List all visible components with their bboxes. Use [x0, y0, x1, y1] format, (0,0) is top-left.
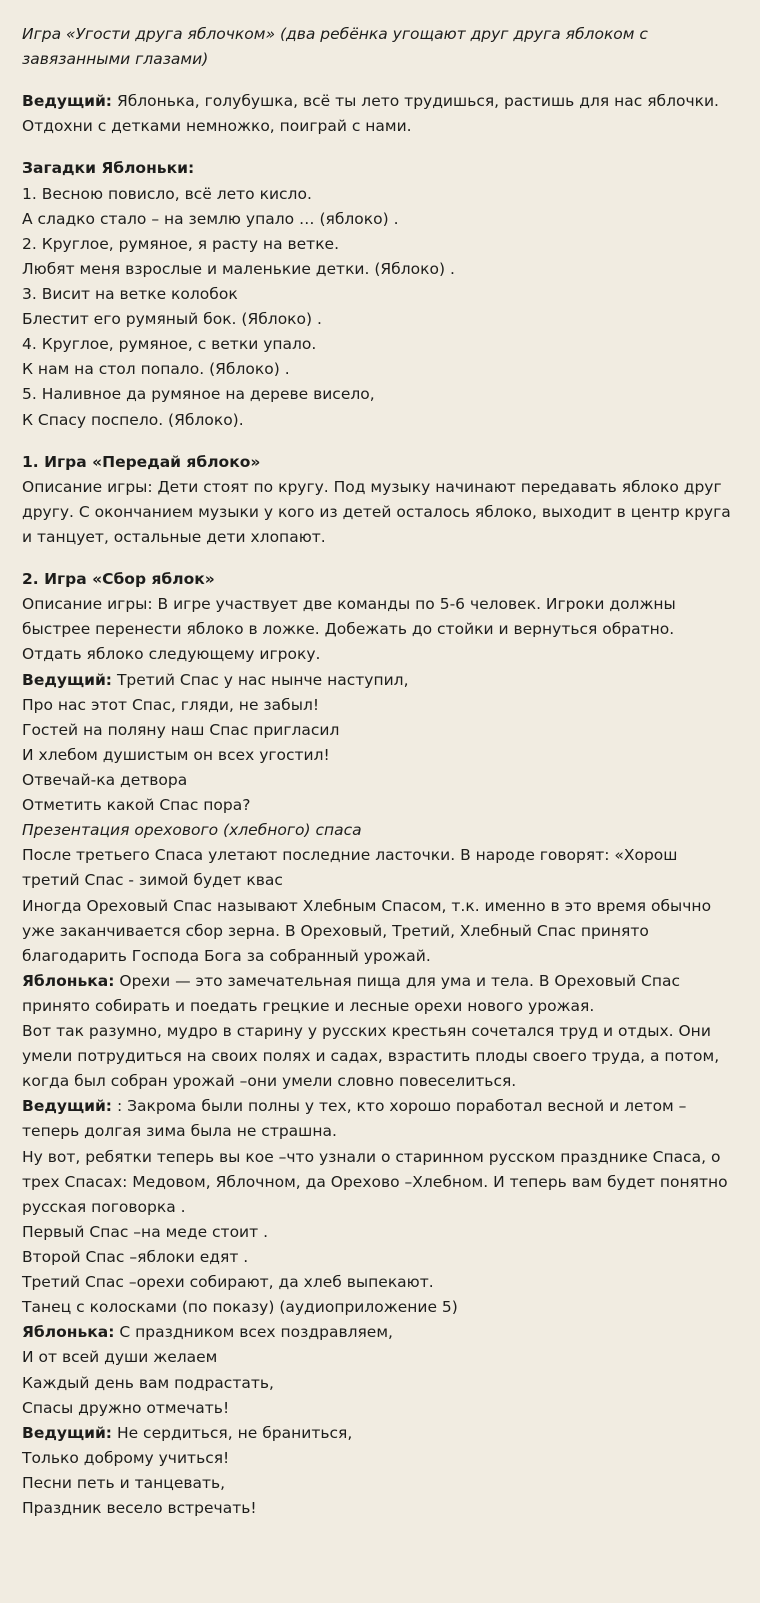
riddles-section-line-3: [22, 232, 738, 257]
game-2-section-line-3: [22, 693, 738, 718]
body-text: Описание игры: В игре участвует две команды по 5-6 человек. Игроки должны быстрее перенести яблоко в ложке. Добежать до стойки и вернуться обратно. Отдать яблоко следующему игроку.: [22, 595, 676, 664]
game-2-section-line-13: [22, 1094, 738, 1144]
game-2-section-line-0: [22, 567, 738, 592]
riddles-section-line-6: [22, 307, 738, 332]
riddles-section: [22, 156, 738, 432]
body-text: Песни петь и танцевать,: [22, 1474, 226, 1493]
game-2-section-line-16: [22, 1245, 738, 1270]
game-1-section-line-1: [22, 475, 738, 550]
paragraph-spacer: [22, 550, 738, 567]
speaker-label: Ведущий:: [22, 1423, 113, 1442]
game-2-section-line-23: [22, 1421, 738, 1446]
speaker-label: Ведущий:: [22, 1097, 113, 1116]
body-text: Гостей на поляну наш Спас пригласил: [22, 720, 340, 739]
game-2-section-line-17: [22, 1270, 738, 1295]
body-text: Отметить какой Спас пора?: [22, 796, 251, 815]
speaker-label: 2. Игра «Сбор яблок»: [22, 570, 215, 589]
game-2-section-line-12: [22, 1019, 738, 1094]
riddles-section-line-9: [22, 382, 738, 407]
body-text: Иногда Ореховый Спас называют Хлебным Спасом, т.к. именно в это время обычно уже заканчивается сбор зерна. В Ореховый, Третий, Хлебный Спас принято благодарить Господа Бога за собранный урожай.: [22, 896, 712, 965]
riddles-section-line-7: [22, 332, 738, 357]
paragraph-spacer: [22, 433, 738, 450]
body-text: Отвечай-ка детвора: [22, 770, 188, 789]
game-intro-title: [22, 22, 738, 72]
game-2-section-line-15: [22, 1220, 738, 1245]
game-2-section-line-6: [22, 768, 738, 793]
body-text: Первый Спас –на меде стоит .: [22, 1222, 269, 1241]
body-text: И хлебом душистым он всех угостил!: [22, 745, 330, 764]
game-2-section-line-14: [22, 1145, 738, 1220]
game-2-section-line-25: [22, 1471, 738, 1496]
body-text: 4. Круглое, румяное, с ветки упало.: [22, 335, 317, 354]
paragraph-spacer: [22, 139, 738, 156]
body-text: К нам на стол попало. (Яблоко) .: [22, 360, 290, 379]
body-text: Третий Спас –орехи собирают, да хлеб выпекают.: [22, 1273, 434, 1292]
game-1-section: [22, 450, 738, 550]
speaker-label: Яблонька:: [22, 1323, 115, 1342]
italic-text: Игра «Угости друга яблочком» (два ребёнка угощают друг друга яблоком с завязанными глазами): [22, 25, 648, 69]
game-2-section-line-10: [22, 894, 738, 969]
speaker-label: Ведущий:: [22, 670, 113, 689]
riddles-section-line-4: [22, 257, 738, 282]
body-text: 3. Висит на ветке колобок: [22, 284, 238, 303]
body-text: Второй Спас –яблоки едят .: [22, 1248, 249, 1267]
body-text: Про нас этот Спас, гляди, не забыл!: [22, 695, 320, 714]
speaker-label: 1. Игра «Передай яблоко»: [22, 452, 261, 471]
game-2-section-line-4: [22, 718, 738, 743]
body-text: Третий Спас у нас нынче наступил,: [112, 670, 409, 689]
riddles-section-line-5: [22, 282, 738, 307]
game-2-section-line-8: [22, 818, 738, 843]
game-2-section: [22, 567, 738, 1521]
speaker-label: Яблонька:: [22, 971, 115, 990]
host-speech-1: [22, 89, 738, 139]
body-text: С праздником всех поздравляем,: [114, 1323, 393, 1342]
game-2-section-line-20: [22, 1345, 738, 1370]
body-text: После третьего Спаса улетают последние ласточки. В народе говорят: «Хорош третий Спас - зимой будет квас: [22, 846, 678, 890]
game-2-section-line-24: [22, 1446, 738, 1471]
body-text: Танец с колосками (по показу) (аудиоприложение 5): [22, 1298, 458, 1317]
riddles-section-line-8: [22, 357, 738, 382]
game-2-section-line-7: [22, 793, 738, 818]
game-2-section-line-19: [22, 1320, 738, 1345]
body-text: : Закрома были полны у тех, кто хорошо поработал весной и летом – теперь долгая зима была не страшна.: [22, 1097, 687, 1141]
body-text: Спасы дружно отмечать!: [22, 1398, 230, 1417]
body-text: А сладко стало – на землю упало … (яблоко) .: [22, 209, 399, 228]
game-2-section-line-22: [22, 1396, 738, 1421]
body-text: Яблонька, голубушка, всё ты лето трудишься, растишь для нас яблочки. Отдохни с детками немножко, поиграй с нами.: [22, 92, 719, 136]
riddles-section-line-10: [22, 408, 738, 433]
body-text: Только доброму учиться!: [22, 1448, 230, 1467]
game-2-section-line-18: [22, 1295, 738, 1320]
body-text: Вот так разумно, мудро в старину у русских крестьян сочетался труд и отдых. Они умели потрудиться на своих полях и садах, взрастить плоды своего труда, а потом, когда был собран урожай –они умели словно повеселиться.: [22, 1022, 720, 1091]
body-text: Праздник весело встречать!: [22, 1499, 257, 1518]
game-2-section-line-9: [22, 843, 738, 893]
riddles-section-line-0: [22, 156, 738, 181]
body-text: Презентация орехового (хлебного) спаса: [22, 821, 362, 840]
body-text: Каждый день вам подрастать,: [22, 1373, 274, 1392]
body-text: 5. Наливное да румяное на дереве висело,: [22, 385, 375, 404]
paragraph-spacer: [22, 72, 738, 89]
game-intro-title-line-0: [22, 22, 738, 72]
speaker-label: Загадки Яблоньки:: [22, 159, 195, 178]
host-speech-1-line-0: [22, 89, 738, 139]
game-2-section-line-5: [22, 743, 738, 768]
riddles-section-line-1: [22, 182, 738, 207]
body-text: 1. Весною повисло, всё лето кисло.: [22, 184, 312, 203]
body-text: Орехи — это замечательная пища для ума и тела. В Ореховый Спас принято собирать и поедать грецкие и лесные орехи нового урожая.: [22, 971, 680, 1015]
body-text: И от всей души желаем: [22, 1348, 218, 1367]
body-text: К Спасу поспело. (Яблоко).: [22, 410, 244, 429]
game-2-section-line-26: [22, 1496, 738, 1521]
body-text: Блестит его румяный бок. (Яблоко) .: [22, 310, 322, 329]
game-2-section-line-1: [22, 592, 738, 667]
game-2-section-line-21: [22, 1371, 738, 1396]
game-1-section-line-0: [22, 450, 738, 475]
game-2-section-line-11: [22, 969, 738, 1019]
body-text: Не сердиться, не браниться,: [112, 1423, 353, 1442]
body-text: Любят меня взрослые и маленькие детки. (Яблоко) .: [22, 259, 455, 278]
body-text: 2. Круглое, румяное, я расту на ветке.: [22, 234, 340, 253]
body-text: Описание игры: Дети стоят по кругу. Под музыку начинают передавать яблоко друг другу. С окончанием музыки у кого из детей осталось яблоко, выходит в центр круга и танцует, остальные дети хлопают.: [22, 477, 731, 546]
speaker-label: Ведущий:: [22, 92, 113, 111]
game-2-section-line-2: [22, 668, 738, 693]
riddles-section-line-2: [22, 207, 738, 232]
body-text: Ну вот, ребятки теперь вы кое –что узнали о старинном русском празднике Спаса, о трех Спасах: Медовом, Яблочном, да Орехово –Хлебном. И теперь вам будет понятно русская поговорка .: [22, 1147, 728, 1216]
